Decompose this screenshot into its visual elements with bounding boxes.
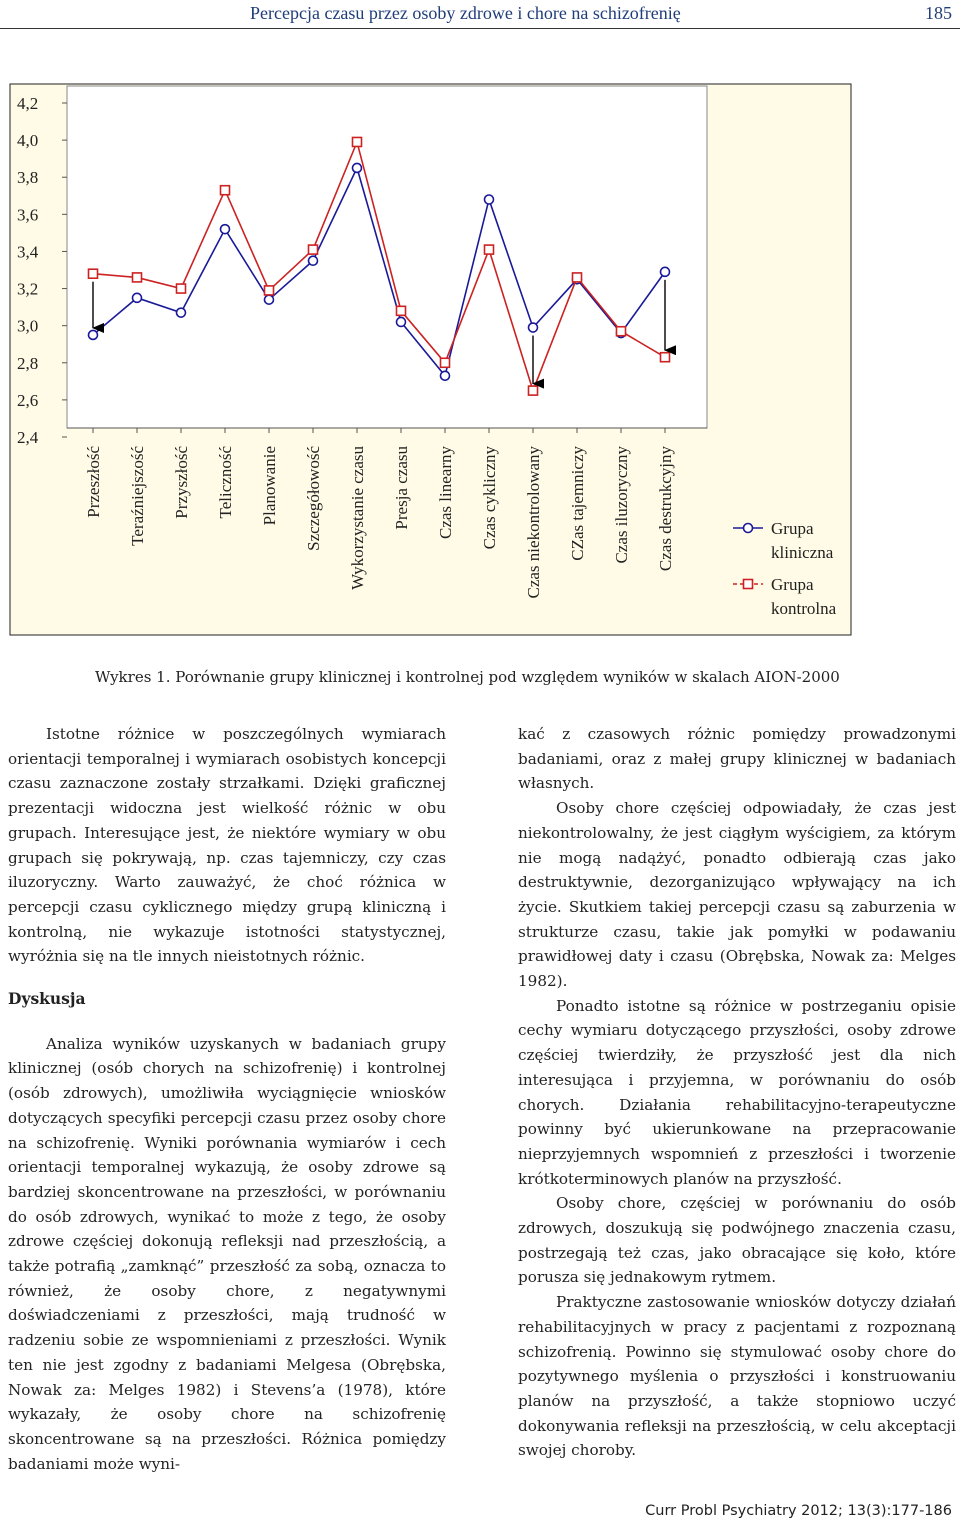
x-tick-label: Czas linearny: [436, 446, 455, 539]
y-tick-label: 3,4: [17, 242, 39, 262]
data-point: [529, 323, 538, 332]
data-point: [133, 273, 142, 282]
data-point: [661, 353, 670, 362]
paragraph: Osoby chore, częściej w porównaniu do osób zdrowych, doszukują się podwójnego znaczenia czasu, postrzegają też czas, jako obracające się koło, które porusza się jednakowym rytmem.: [518, 1194, 956, 1287]
data-point: [529, 386, 538, 395]
y-tick-label: 4,2: [17, 94, 39, 113]
data-point: [89, 330, 98, 339]
data-point: [397, 306, 406, 315]
data-point: [309, 256, 318, 265]
data-point: [353, 163, 362, 172]
left-column: [8, 722, 446, 1476]
legend-marker: [744, 580, 753, 589]
x-tick-label: Czas destrukcyjny: [656, 446, 675, 572]
data-point: [441, 358, 450, 367]
data-point: [309, 245, 318, 254]
legend-label: Grupa: [771, 575, 814, 594]
x-tick-label: Planowanie: [260, 446, 279, 526]
data-point: [485, 195, 494, 204]
legend-marker: [744, 524, 753, 533]
data-point: [397, 317, 406, 326]
paragraph: Praktyczne zastosowanie wniosków dotyczy działań rehabilitacyjnych w pracy z pacjentami z rozpoznaną schizofrenią. Powinno się stymulować osoby chore do pozytywnego myślenia o przyszłości i konstruowaniu planów na przyszłość, a także stopniowo uczyć dokonywania refleksji na przeszłością, w celu akceptacji swojej choroby.: [518, 1293, 956, 1460]
section-heading: Dyskusja: [8, 989, 86, 1009]
y-tick-label: 2,4: [17, 428, 39, 447]
data-point: [661, 267, 670, 276]
data-point: [265, 286, 274, 295]
running-title: Percepcja czasu przez osoby zdrowe i chore na schizofrenię: [250, 3, 681, 23]
data-point: [221, 225, 230, 234]
data-point: [265, 295, 274, 304]
right-column: [518, 722, 956, 1463]
paragraph: Osoby chore częściej odpowiadały, że czas jest niekontrolowalny, że jest ciągłym wyścigiem, za którym nie mogą nadążyć, ponadto odbierają czas jako destruktywnie, dezorganizująco wpływający na ich życie. Skutkiem takiej percepcji czasu są zaburzenia w strukturze czasu, takie jak pomyłki w podawaniu prawidłowej daty i czasu (Obrębska, Nowak za: Melges 1982).: [518, 799, 956, 991]
data-point: [177, 284, 186, 293]
x-tick-label: Przyszłość: [172, 446, 191, 519]
x-tick-label: CZas tajemniczy: [568, 446, 587, 561]
data-point: [89, 269, 98, 278]
x-tick-label: Przeszłość: [84, 446, 103, 518]
y-tick-label: 2,8: [17, 353, 39, 373]
data-point: [573, 273, 582, 282]
x-tick-label: Czas niekontrolowany: [524, 446, 543, 599]
paragraph: Analiza wyników uzyskanych w badaniach grupy klinicznej (osób chorych na schizofrenię) i kontrolnej (osób zdrowych), umożliwiła wyciągnięcie wniosków dotyczących specyfiki percepcji czasu przez osoby chore na schizofrenię. Wyniki porównania wymiarów i cech orientacji temporalnej wykazują, że osoby zdrowe są bardziej skoncentrowane na przeszłości, w porównaniu do osób zdrowych, wynikać to może z tego, że osoby zdrowe częściej dokonują refleksji nad przeszłością, a także potrafią „zamknąć” przeszłość za sobą, oznacza to również, że osoby chore, z negatywnymi doświadczeniami z przeszłości, mają trudność w radzeniu sobie ze wspomnieniami z przeszłości. Wynik ten nie jest zgodny z badaniami Melgesa (Obrębska, Nowak za: Melges 1982) i Stevens’a (1978), które wykazały, że osoby chore na schizofrenię skoncentrowane są na przeszłości. Różnica pomiędzy badaniami może wyni-: [8, 1034, 446, 1473]
journal-citation: Curr Probl Psychiatry 2012; 13(3):177-186: [645, 1503, 952, 1519]
x-tick-label: Szczegółowość: [304, 446, 323, 551]
data-point: [221, 186, 230, 195]
y-tick-label: 3,8: [17, 168, 39, 188]
x-tick-label: Presja czasu: [392, 446, 411, 530]
header-rule: [0, 28, 960, 29]
data-point: [617, 327, 626, 336]
paragraph: kać z czasowych różnic pomiędzy prowadzonymi badaniami, oraz z małej grupy klinicznej w badaniach własnych.: [518, 725, 956, 793]
page-number: 185: [925, 3, 952, 23]
x-tick-label: Teraźniejszość: [128, 446, 147, 546]
paragraph: Istotne różnice w poszczególnych wymiarach orientacji temporalnej i wymiarach osobistych koncepcji czasu zaznaczone zostały strzałkami. Dzięki graficznej prezentacji widoczna jest wielkość różnic w obu grupach. Interesujące jest, że niektóre wymiary w obu grupach się pokrywają, np. czas tajemniczy, czy czas iluzoryczny. Warto zauważyć, że choć różnica w percepcji czasu cyklicznego między grupą kliniczną i kontrolną, nie wykazuje istotności statystycznej, wyróżnia się na tle innych nieistotnych różnic.: [8, 725, 446, 966]
legend-label: Grupa: [771, 519, 814, 538]
x-tick-label: Teliczność: [216, 446, 235, 519]
y-tick-label: 3,2: [17, 279, 39, 299]
data-point: [441, 371, 450, 380]
data-point: [485, 245, 494, 254]
running-head: [0, 3, 960, 25]
legend-label: kontrolna: [771, 599, 837, 618]
chart-figure: [0, 80, 960, 640]
x-tick-label: Wykorzystanie czasu: [348, 446, 367, 590]
data-point: [133, 293, 142, 302]
paragraph: Ponadto istotne są różnice w postrzeganiu opisie cechy wymiaru dotyczącego przyszłości, osoby zdrowe częściej twierdziły, że przyszłość jest dla nich interesująca i przyjemna, w porównaniu do osób chorych. Działania rehabilitacyjno-terapeutyczne powinny być ukierunkowane na przepracowanie nieprzyjemnych wspomnień z przeszłości i tworzenie krótkoterminowych planów na przyszłość.: [518, 996, 956, 1188]
data-point: [177, 308, 186, 317]
y-tick-label: 4,0: [17, 131, 39, 151]
figure-caption: Wykres 1. Porównanie grupy klinicznej i kontrolnej pod względem wyników w skalach AION-2000: [95, 668, 840, 686]
x-tick-label: Czas iluzoryczny: [612, 446, 631, 564]
y-tick-label: 3,0: [17, 316, 39, 336]
data-point: [353, 137, 362, 146]
legend-label: kliniczna: [771, 543, 834, 562]
y-tick-label: 2,6: [17, 390, 39, 410]
y-tick-label: 3,6: [17, 205, 39, 225]
x-tick-label: Czas cykliczny: [480, 446, 499, 550]
